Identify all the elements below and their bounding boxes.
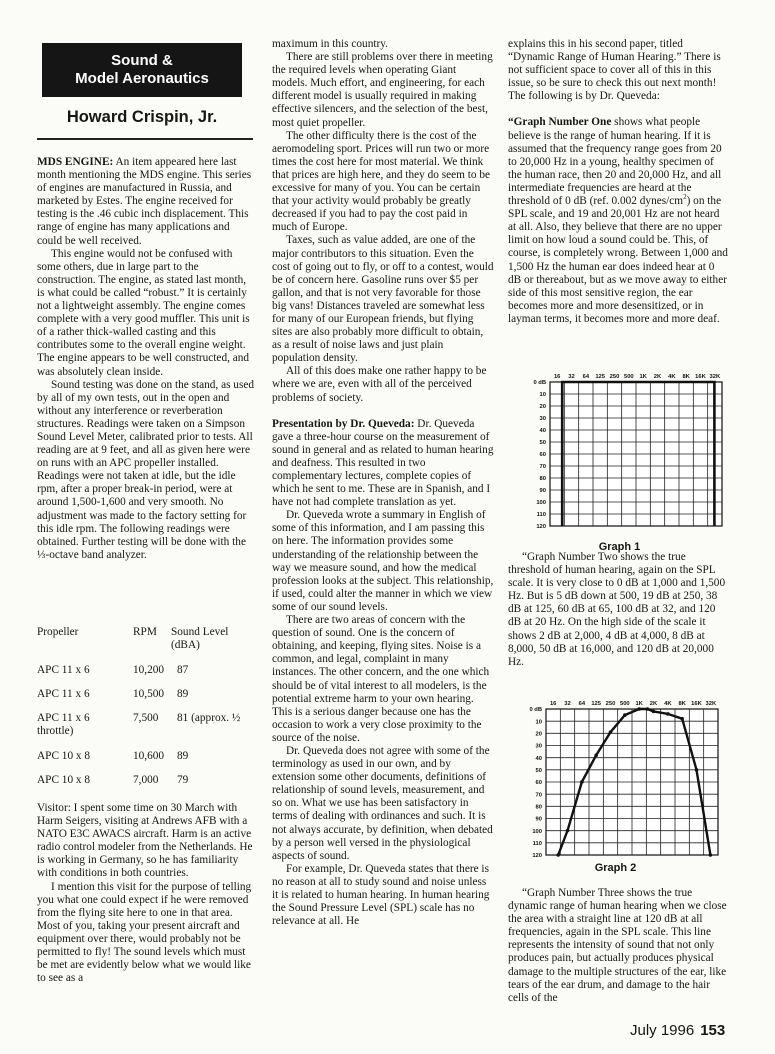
x-tick-label: 250 <box>605 701 616 707</box>
column-title-line2: Model Aeronautics <box>75 70 209 87</box>
paragraph: explains this in his second paper, titled “Dynamic Range of Human Hearing.” There is not sufficient space to cover all of this in this issue, so be sure to check this out next month! The following is by Dr. Queveda: <box>508 38 721 103</box>
table-header: Propeller <box>37 626 79 638</box>
x-tick-label: 125 <box>591 701 602 707</box>
paragraph <box>272 418 494 510</box>
y-tick-label: 50 <box>535 768 542 775</box>
graph-2-caption: Graph 2 <box>594 862 637 874</box>
y-tick-label: 40 <box>539 428 546 435</box>
x-tick-label: 32 <box>564 701 571 707</box>
x-tick-label: 125 <box>595 374 606 380</box>
run-in-heading: Presentation by Dr. Queveda: <box>272 417 415 430</box>
y-tick-label: 50 <box>539 440 546 447</box>
table-row <box>37 688 259 712</box>
table-cell <box>37 712 133 749</box>
y-tick-label: 90 <box>535 816 542 823</box>
column-2-text <box>272 38 494 928</box>
x-tick-label: 1K <box>635 701 643 707</box>
column-1-lower-text <box>37 802 255 985</box>
y-tick-label: 80 <box>539 476 546 483</box>
superscript: 2 <box>683 193 687 202</box>
table-header-row <box>37 626 259 664</box>
page-number: 153 <box>700 1022 726 1039</box>
data-point <box>594 753 598 757</box>
paragraph: I mention this visit for the purpose of telling you what one could expect if he were removed from the flying site here to one in that area. Most of you, taking your present aircraft and equipment over there, would probably not be permitted to fly! The sound levels which must be met are evidently below what we would like to see as a <box>37 880 252 985</box>
paragraph <box>508 116 730 326</box>
run-in-heading: “Graph Number One <box>508 116 612 129</box>
x-tick-label: 8K <box>678 701 686 707</box>
table-cell-text: APC 11 x 6 throttle) <box>37 712 90 738</box>
paragraph: All of this does make one rather happy to be where we are, even with all of the perceived problems of society. <box>272 365 487 404</box>
paragraph-text: Dr. Queveda gave a three-hour course on the measurement of sound in general and as related to human hearing and deafness. This resulted in two complementary lectures, complete copies of which he sent to me. These are in Spanish, and I have not had complete translation as yet. <box>272 417 494 509</box>
x-tick-label: 1K <box>639 374 647 380</box>
x-tick-label: 16 <box>549 701 557 707</box>
x-tick-label: 32 <box>568 374 575 380</box>
x-tick-label: 2K <box>649 701 658 707</box>
data-point <box>580 780 584 784</box>
paragraph: Visitor: I spent some time on 30 March with Harm Seigers, visiting at Andrews AFB with a NATO E3C AWACS aircraft. Harm is an active radio control modeler from the Netherlands. He is working in Germany, so he has familiarity with conditions in both countries. <box>37 802 253 880</box>
data-point <box>695 768 699 772</box>
table-cell: APC 11 x 6 <box>37 664 90 677</box>
y-tick-label: 30 <box>539 416 546 423</box>
x-tick-label: 2K <box>653 374 662 380</box>
y-tick-label: 60 <box>539 452 546 459</box>
table-cell: 10,500 <box>133 688 165 701</box>
table-row <box>37 712 259 749</box>
data-point <box>623 713 627 717</box>
graph-2-plot <box>508 700 723 862</box>
y-tick-label: 40 <box>535 755 542 762</box>
paragraph: The other difficulty there is the cost of the aeromodeling sport. Prices will run two or more times the cost here for most material. We think that prices are high here, and they do seem to be excessive for many of you. You can be certain that your activity would probably be greatly decreased if you had to pay the cost paid in much of Europe. <box>272 129 491 234</box>
paragraph: Sound testing was done on the stand, as used by all of my own tests, out in the open and without any interference or reverberation structures. Readings were taken on a Simpson Sound Level Meter, calibrated prior to tests. All reading are at 9 feet, and all as given here were on runs with an APC propeller installed. Readings were not taken at idle, but the idle rpm, after a proper break-in period, were at around 1,500-1,600 and very smooth. No adjustment was made to the factory setting for this idle rpm. The following readings were obtained. Further testing will be done with the ⅓-octave band analyzer. <box>37 378 255 561</box>
table-cell: APC 10 x 8 <box>37 749 91 762</box>
paragraph-text: An item appeared here last month mentioning the MDS engine. This series of engines are manufactured in Russia, and marketed by Estes. The engine received for testing is the .46 cubic inch displacement. This range of engine has many applications and could be well received. <box>37 156 252 247</box>
table-cell: 10,600 <box>133 749 165 762</box>
table-header: Sound Level (dBA) <box>171 626 229 652</box>
x-tick-label: 64 <box>582 374 590 380</box>
x-tick-label: 16K <box>695 374 706 380</box>
y-tick-label: 0 dB <box>529 707 542 714</box>
column-3-lower-text <box>508 887 730 1005</box>
data-point <box>680 717 684 721</box>
x-tick-label: 250 <box>609 374 620 380</box>
paragraph: There are still problems over there in meeting the required levels when operating Giant models. Much effort, and engineering, for each different model is usually required in making effective silencers, and the selection of the best, most quiet propeller. <box>272 51 493 129</box>
column-3-text <box>508 38 730 326</box>
table-cell: 7,000 <box>133 773 159 786</box>
x-tick-label: 500 <box>623 374 634 380</box>
data-point <box>556 853 560 857</box>
paragraph: For example, Dr. Queveda states that there is no reason at all to study sound and noise unless it is related to human hearing. In human hearing the Sound Pressure Level (SPL) scale has no relevance at all. He <box>272 862 490 928</box>
paragraph: Dr. Queveda wrote a summary in English of some of this information, and I am passing this on here. The information provides some understanding of the relationship between the way we measure sound, and how the medical profession looks at the subject. This relationship, if used, could alter the manner in which we view some of our sound levels. <box>272 509 494 613</box>
x-tick-label: 8K <box>682 374 690 380</box>
table-cell: 7,500 <box>133 712 159 725</box>
table-cell: 89 <box>177 749 189 762</box>
graph-1-caption: Graph 1 <box>598 541 641 553</box>
paragraph: There are two areas of concern with the question of sound. One is the concern of obtaining, and keeping, flying sites. Noise is a common, and legal, complaint in many instances. The other concern, and the one which should be of vital interest to all modelers, is the potential extreme harm to your own hearing. This is a serious danger because one has the occasion to work a very close proximity to the source of the noise. <box>272 614 490 744</box>
paragraph: Taxes, such as value added, are one of the major contributors to this situation. Even the cost of going out to fly, or off to a contest, would be of concern here. Gasoline runs over $5 per gallon, and that is not very favorable for those big vans! Distances traveled are somewhat less for many of our European friends, but flying sites are also probably more difficult to obtain, as a result of noise laws and just plain population density. <box>272 234 494 365</box>
page-footer <box>630 1022 725 1039</box>
y-tick-label: 30 <box>535 743 542 750</box>
x-tick-label: 32K <box>709 374 721 380</box>
data-point <box>646 707 650 711</box>
table-row <box>37 774 259 798</box>
column-title-box <box>42 43 242 97</box>
y-tick-label: 0 dB <box>533 380 546 387</box>
table-cell: APC 11 x 6 <box>37 688 90 701</box>
y-tick-label: 120 <box>536 524 546 531</box>
issue-date: July 1996 <box>630 1022 695 1039</box>
table-cell: 87 <box>177 664 189 677</box>
y-tick-label: 20 <box>539 404 546 411</box>
graph-1 <box>512 370 727 553</box>
table-cell: 89 <box>177 688 189 701</box>
data-point <box>566 829 570 833</box>
y-tick-label: 20 <box>535 731 542 738</box>
paragraph: maximum in this country. <box>272 38 388 50</box>
paragraph: “Graph Number Two shows the true threshold of human hearing, again on the SPL scale. It is very close to 0 dB at 1,000 and 1,500 Hz. But is 5 dB down at 500, 19 dB at 250, 38 dB at 125, 60 dB at 65, 100 dB at 32, and 120 dB at 20 Hz. On the high side of the scale it shows 2 dB at 2,000, 4 dB at 4,000, 8 dB at 8,000, 50 dB at 16,000, and 120 dB at 20,000 Hz. <box>508 551 726 668</box>
run-in-heading: MDS ENGINE: <box>37 156 114 168</box>
author-byline: Howard Crispin, Jr. <box>66 108 218 126</box>
byline-divider <box>37 138 253 140</box>
data-point <box>609 730 613 734</box>
x-tick-label: 64 <box>578 701 586 707</box>
data-point <box>637 707 641 711</box>
data-point <box>652 710 656 714</box>
sound-readings-table <box>37 626 259 798</box>
y-tick-label: 100 <box>532 828 542 835</box>
column-title-line1: Sound & <box>111 52 173 69</box>
y-tick-label: 70 <box>535 792 542 799</box>
x-tick-label: 4K <box>668 374 676 380</box>
paragraph: “Graph Number Three shows the true dynamic range of human hearing when we close the area with a straight line at 120 dB at all frequencies, again in the SPL scale. This line represents the intensity of sound that not only produces pain, but actually produces physical damage to the multiple structures of the ear, like tears of the ear drum, and damage to the hair cells of the <box>508 887 727 1004</box>
y-tick-label: 90 <box>539 488 546 495</box>
table-cell: 81 (approx. ½ <box>177 712 241 725</box>
x-tick-label: 32K <box>705 701 717 707</box>
paragraph: Dr. Queveda does not agree with some of the terminology as used in our own, and by extension some other documents, definitions of relationship of sound levels, measurement, and so on. What we use has been satisfactory in terms of dealing with ordinances and such. It is not always accurate, by definition, when debated by a person well versed in the physiological aspects of sound. <box>272 744 493 862</box>
paragraph: This engine would not be confused with some others, due in large part to the construction. The engine, as stated last month, is what could be called “robust.” It is certainly not a lightweight assembly. The engine comes complete with a very good muffler. This unit is of a rather thick-walled casting and this contributes some to the overall engine weight. The engine appears to be well constructed, and was absolutely clean inside. <box>37 247 250 378</box>
table-cell: APC 10 x 8 <box>37 773 91 786</box>
y-tick-label: 120 <box>532 853 542 860</box>
table-cell: 10,200 <box>133 664 165 677</box>
x-tick-label: 16 <box>553 374 561 380</box>
x-tick-label: 500 <box>619 701 630 707</box>
x-tick-label: 16K <box>691 701 702 707</box>
column-1-text <box>37 156 255 562</box>
table-cell: 79 <box>177 773 189 786</box>
graph-2 <box>508 700 723 874</box>
x-tick-label: 4K <box>664 701 672 707</box>
table-row <box>37 750 259 774</box>
y-tick-label: 60 <box>535 780 542 787</box>
paragraph <box>37 156 255 248</box>
data-point <box>709 853 713 857</box>
paragraph-text: shows what people believe is the range of human hearing. If it is assumed that the frequency range goes from 20 to 20,000 Hz in a young, healthy specimen of the human race, then 20 and 20,000 Hz, and all intermediate frequencies are heard at the threshold of 0 dB (ref. 0.002 dynes/cm <box>508 116 722 208</box>
y-tick-label: 110 <box>532 841 542 848</box>
table-header: RPM <box>133 626 157 638</box>
table-row <box>37 664 259 688</box>
y-tick-label: 100 <box>536 500 546 507</box>
y-tick-label: 10 <box>539 392 546 399</box>
graph-1-plot <box>512 370 727 542</box>
column-3-mid-text <box>508 551 730 669</box>
y-tick-label: 110 <box>536 512 546 519</box>
y-tick-label: 80 <box>535 804 542 811</box>
y-tick-label: 10 <box>535 719 542 726</box>
y-tick-label: 70 <box>539 464 546 471</box>
paragraph-text: ) on the SPL scale, and 19 and 20,001 Hz are not heard at all. Also, they believe that there are no upper limit on how loud a sound could be. This, of course, is completely wrong. Between 1,000 and 1,500 Hz the human ear does indeed hear at 0 dB or thereabout, but as we move away to either side of this most sensitive region, the ear becomes more and more desensitized, or in layman terms, it becomes more and more deaf. <box>508 195 728 325</box>
data-point <box>666 712 670 716</box>
